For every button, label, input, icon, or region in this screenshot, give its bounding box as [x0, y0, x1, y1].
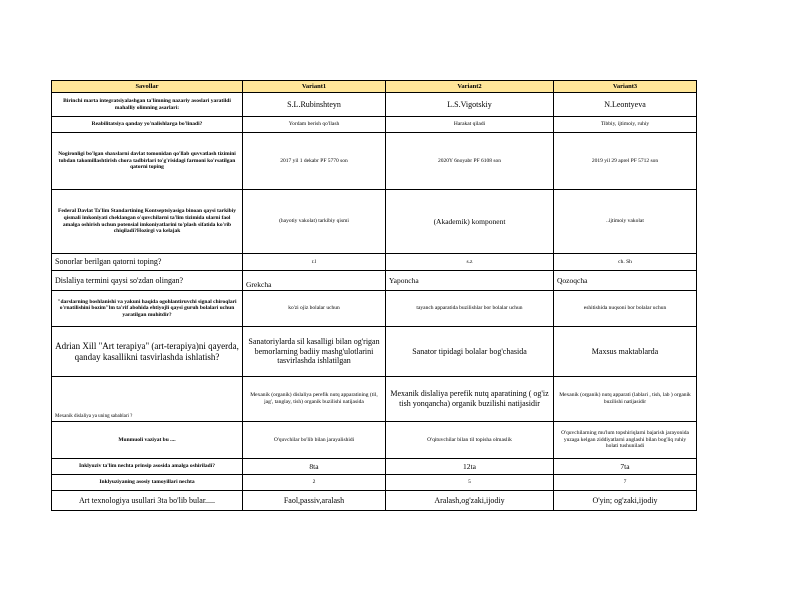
header-row: [52, 81, 697, 93]
table-row: [52, 190, 697, 254]
question-cell: Mexanik dislaliya ya uning sabablari ?: [52, 377, 243, 422]
question-cell: Federal Davlat Ta'lim Standartining Kontseptsiyasiga binoan qaysi tarkibiy qismali imkoniyati cheklangan o'quvchilarni ta'lim tizimida ularni faol amalga oshirish uchun potensial imkoniyatlarini to'plash sifatida ko'rib chiqiladi?Hozirgi va kelajak: [52, 190, 243, 254]
variant1-cell: 2: [243, 475, 386, 491]
variant1-cell: S.L.Rubinshteyn: [243, 93, 386, 117]
question-cell: Inklyuziv ta'lim nechta prinsip asosida amalga oshiriladi?: [52, 459, 243, 475]
variant1-cell: 8ta: [243, 459, 386, 475]
table-row: [52, 291, 697, 327]
variant1-cell: Yordam berish qo'llash: [243, 117, 386, 133]
variant2-cell: Mexanik dislaliya perefik nutq aparatining ( og'iz tish yonqancha) organik buzilishi natijasidir: [386, 377, 554, 422]
survey-table: [51, 80, 697, 511]
question-cell: Sonorlar berilgan qatorni toping?: [52, 254, 243, 271]
header-variant3: Variant3: [554, 81, 697, 93]
variant3-cell: Mexanik (organik) nutq apparati (lablari , tish, lab ) organik buzilishi natijasidir: [554, 377, 697, 422]
table-row: [52, 254, 697, 271]
variant2-cell: tayanch apparatida buzilishlar bor bolalar uchun: [386, 291, 554, 327]
table-row: [52, 117, 697, 133]
variant2-cell: 5: [386, 475, 554, 491]
table-row: [52, 459, 697, 475]
header-savollar: Savollar: [52, 81, 243, 93]
variant3-cell: 2019 yil 29 aprel PF 5712 son: [554, 133, 697, 190]
variant2-cell: s.z: [386, 254, 554, 271]
variant2-cell: 12ta: [386, 459, 554, 475]
variant2-cell: (Akademik) komponent: [386, 190, 554, 254]
variant1-cell: Faol,passiv,aralash: [243, 491, 386, 511]
variant3-cell: O'quvchilarning mu'lum topshiriqlarni bajarish jarayonida yuzaga kelgan ziddiyatlarni anglashi bilan bog'liq ruhiy holati tushuniladi: [554, 422, 697, 459]
question-cell: Reabilitatsiya qanday yo'nalishlarga bo'linadi?: [52, 117, 243, 133]
table-row: [52, 271, 697, 291]
variant2-cell: Yaponcha: [386, 271, 554, 291]
variant1-cell: Mexanik (organik) dislaliya perefik nutq apparatining (til, jag', tanglay, tish) organik buzilishi natijasida: [243, 377, 386, 422]
table-row: [52, 133, 697, 190]
variant3-cell: Tibbiy, ijtimoiy, ruhiy: [554, 117, 697, 133]
variant3-cell: ch. Sh: [554, 254, 697, 271]
table-row: [52, 475, 697, 491]
question-cell: Birinchi marta integratsiyalashgan ta'limning nazariy asoslari yaratildi mahalliy olimning asarlari:: [52, 93, 243, 117]
variant1-cell: 2017 yil 1 dekabr PF 5770 son: [243, 133, 386, 190]
question-cell: Adrian Xill "Art terapiya" (art-terapiya)ni qayerda, qanday kasallikni tasvirlashda ishlatish?: [52, 327, 243, 377]
variant1-cell: Sanatoriylarda sil kasalligi bilan og'rigan bemorlarning badiiy mashg'ulotlarini tasvirlashda ishlatilgan: [243, 327, 386, 377]
question-cell: Art texnologiya usullari 3ta bo'lib bular.....: [52, 491, 243, 511]
variant1-cell: Grekcha: [243, 271, 386, 291]
variant3-cell: eshitishida nuqsoni bor bolalar uchun: [554, 291, 697, 327]
variant1-cell: O'quvchilar bo'lib bilan jarayalishidi: [243, 422, 386, 459]
variant2-cell: Harakat qiladi: [386, 117, 554, 133]
header-variant1: Variant1: [243, 81, 386, 93]
variant1-cell: r.l: [243, 254, 386, 271]
variant3-cell: ..ijtimoiy vakolat: [554, 190, 697, 254]
variant2-cell: O'qituvchilar bilan til topisha olmaslik: [386, 422, 554, 459]
table-row: [52, 422, 697, 459]
variant3-cell: Maxsus maktablarda: [554, 327, 697, 377]
variant3-cell: Qozoqcha: [554, 271, 697, 291]
variant3-cell: 7ta: [554, 459, 697, 475]
question-cell: Dislaliya termini qaysi so'zdan olingan?: [52, 271, 243, 291]
table-row: [52, 491, 697, 511]
question-cell: Nogironligi bo'lgan shaxslarni davlat tomonidan qo'llab quvvatlash tizimini tubdan takomillashtirish chora tadbirlari to'g'risidagi farmoni ko'rsatilgan qatorni toping: [52, 133, 243, 190]
variant1-cell: (hayotiy vakolat) tarkibiy qismi: [243, 190, 386, 254]
question-cell: "darslarning boshlanishi va yakuni haqida ogohlantiruvchi signal chiroqlari o'rnatilishini bozim"lm ta'rif abohida ehtiyojli qaysi guruh bolalari uchun yaratilgan muhitdir?: [52, 291, 243, 327]
header-variant2: Variant2: [386, 81, 554, 93]
variant2-cell: L.S.Vigotskiy: [386, 93, 554, 117]
variant3-cell: N.Leontyeva: [554, 93, 697, 117]
variant1-cell: ko'zi ojiz bolalar uchun: [243, 291, 386, 327]
variant2-cell: 2020Y 6noyabr PF 6108 son: [386, 133, 554, 190]
table-row: [52, 377, 697, 422]
variant3-cell: 7: [554, 475, 697, 491]
question-cell: Inklyuziyaning asosiy tamoyillari nechta: [52, 475, 243, 491]
variant2-cell: Sanator tipidagi bolalar bog'chasida: [386, 327, 554, 377]
question-cell: Munmuoli vaziyat bu ....: [52, 422, 243, 459]
table-row: [52, 93, 697, 117]
variant2-cell: Aralash,og'zaki,ijodiy: [386, 491, 554, 511]
table-row: [52, 327, 697, 377]
variant3-cell: O'yin; og'zaki,ijodiy: [554, 491, 697, 511]
